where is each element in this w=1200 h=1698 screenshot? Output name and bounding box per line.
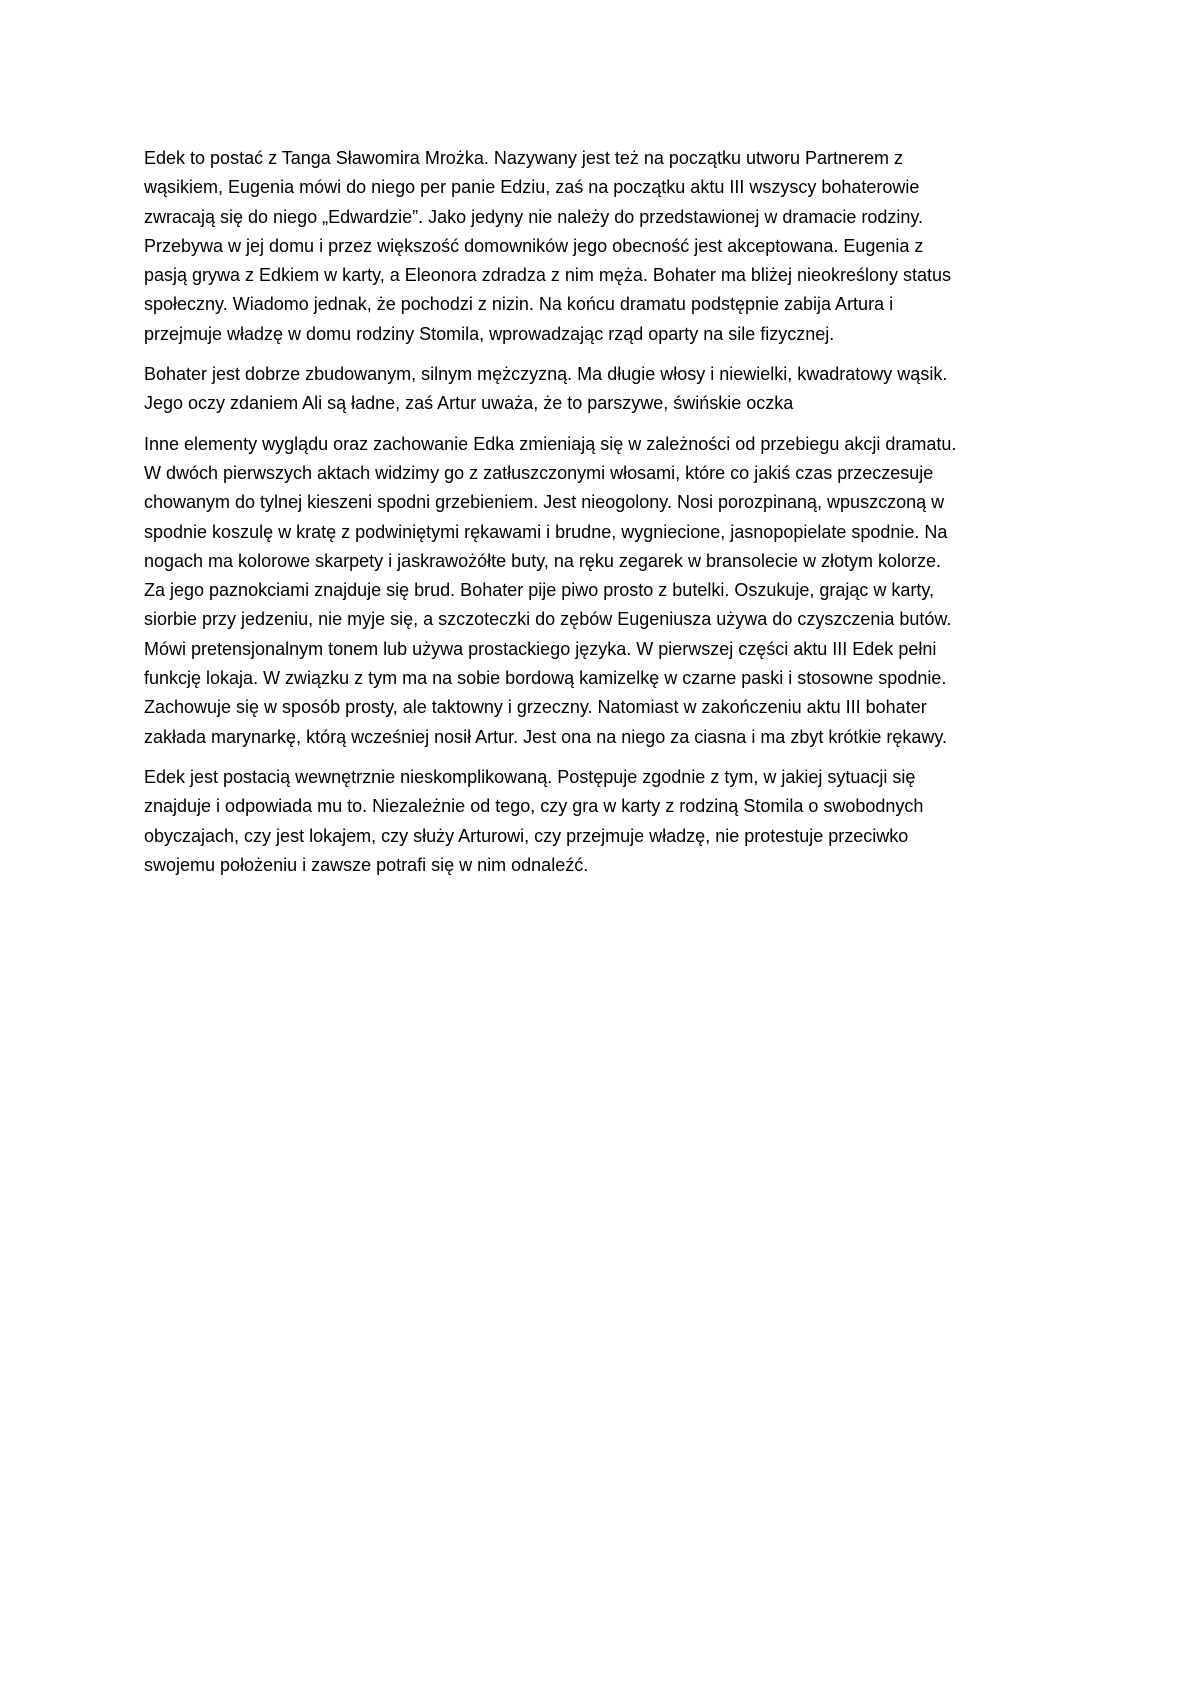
text-line: Edek jest postacią wewnętrznie nieskomplikowaną. Postępuje zgodnie z tym, w jakiej sytuacji się <box>144 766 916 787</box>
text-line: Za jego paznokciami znajduje się brud. Bohater pije piwo prosto z butelki. Oszukuje, grając w karty, <box>144 580 935 601</box>
text-line: Bohater jest dobrze zbudowanym, silnym mężczyzną. Ma długie włosy i niewielki, kwadratowy wąsik. <box>144 364 948 385</box>
text-line: zakłada marynarkę, którą wcześniej nosił Artur. Jest ona na niego za ciasna i ma zbyt krótkie rękawy. <box>144 726 948 747</box>
paragraph-1 <box>144 144 1062 349</box>
text-line: Inne elementy wyglądu oraz zachowanie Edka zmieniają się w zależności od przebiegu akcji dramatu. <box>144 433 957 454</box>
text-line: obyczajach, czy jest lokajem, czy służy Arturowi, czy przejmuje władzę, nie protestuje przeciwko <box>144 825 909 846</box>
text-line: społeczny. Wiadomo jednak, że pochodzi z nizin. Na końcu dramatu podstępnie zabija Artura i <box>144 294 894 315</box>
text-line: Przebywa w jej domu i przez większość domowników jego obecność jest akceptowana. Eugenia z <box>144 235 924 256</box>
text-line: funkcję lokaja. W związku z tym ma na sobie bordową kamizelkę w czarne paski i stosowne spodnie. <box>144 668 947 689</box>
text-line: W dwóch pierwszych aktach widzimy go z zatłuszczonymi włosami, które co jakiś czas przeczesuje <box>144 462 934 483</box>
document-body <box>144 144 1062 891</box>
text-line: Mówi pretensjonalnym tonem lub używa prostackiego języka. W pierwszej części aktu III Edek pełni <box>144 638 937 659</box>
text-line: Zachowuje się w sposób prosty, ale taktowny i grzeczny. Natomiast w zakończeniu aktu III bohater <box>144 697 927 718</box>
paragraph-3 <box>144 430 1062 752</box>
text-line: wąsikiem, Eugenia mówi do niego per panie Edziu, zaś na początku aktu III wszyscy bohaterowie <box>144 177 920 198</box>
text-line: spodnie koszulę w kratę z podwiniętymi rękawami i brudne, wygniecione, jasnopopielate spodnie. Na <box>144 521 948 542</box>
text-line: przejmuje władzę w domu rodziny Stomila, wprowadzając rząd oparty na sile fizycznej. <box>144 323 835 344</box>
text-line: nogach ma kolorowe skarpety i jaskrawożółte buty, na ręku zegarek w bransolecie w złotym kolorze. <box>144 550 942 571</box>
text-line: zwracają się do niego „Edwardzie”. Jako jedyny nie należy do przedstawionej w dramacie rodziny. <box>144 206 924 227</box>
text-line: Edek to postać z Tanga Sławomira Mrożka. Nazywany jest też na początku utworu Partnerem z <box>144 148 904 168</box>
text-line: swojemu położeniu i zawsze potrafi się w nim odnaleźć. <box>144 854 589 875</box>
text-line: pasją grywa z Edkiem w karty, a Eleonora zdradza z nim męża. Bohater ma bliżej nieokreślony status <box>144 265 952 286</box>
paragraph-2 <box>144 360 1062 419</box>
paragraph-4 <box>144 763 1062 880</box>
text-line: chowanym do tylnej kieszeni spodni grzebieniem. Jest nieogolony. Nosi porozpinaną, wpuszczoną w <box>144 492 945 513</box>
text-line: Jego oczy zdaniem Ali są ładne, zaś Artur uważa, że to parszywe, świńskie oczka <box>144 393 794 414</box>
text-line: siorbie przy jedzeniu, nie myje się, a szczoteczki do zębów Eugeniusza używa do czyszczenia butów. <box>144 609 952 630</box>
text-line: znajduje i odpowiada mu to. Niezależnie od tego, czy gra w karty z rodziną Stomila o swobodnych <box>144 796 924 817</box>
